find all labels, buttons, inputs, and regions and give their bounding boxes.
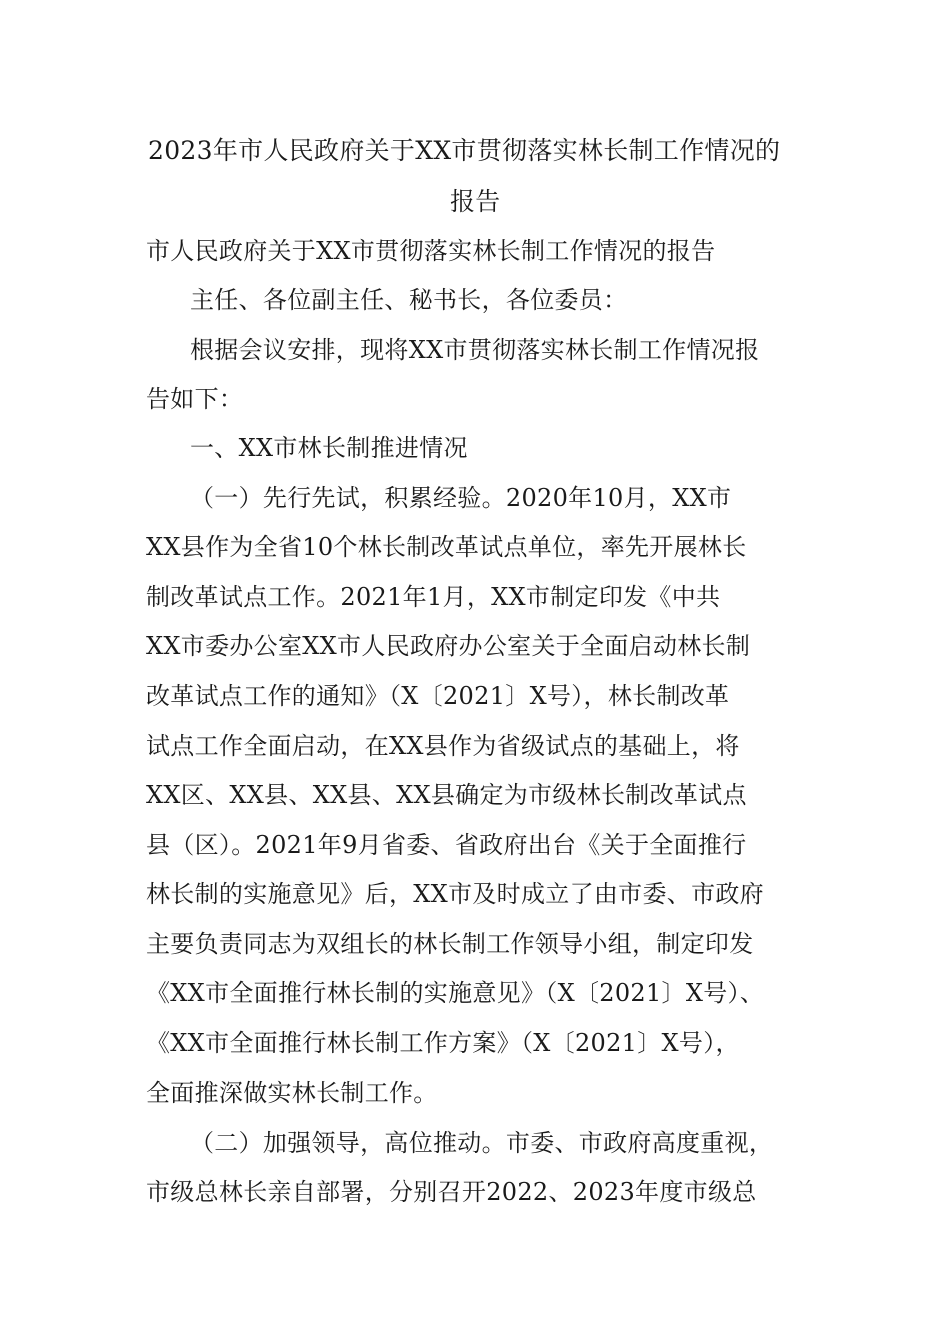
paragraph-2-line: 市级总林长亲自部署，分别召开2022、2023年度市级总	[146, 1178, 757, 1206]
paragraph-1-line: 县（区）。2021年9月省委、省政府出台《关于全面推行	[146, 831, 747, 859]
salutation: 主任、各位副主任、秘书长，各位委员：	[190, 286, 628, 314]
section-heading: 一、XX市林长制推进情况	[190, 434, 468, 462]
paragraph-1-line: 试点工作全面启动，在XX县作为省级试点的基础上，将	[146, 732, 740, 760]
paragraph-1-line: XX市委办公室XX市人民政府办公室关于全面启动林长制	[146, 632, 751, 660]
paragraph-1-line: 制改革试点工作。2021年1月，XX市制定印发《中共	[146, 583, 721, 611]
paragraph-1-line: 《XX市全面推行林长制的实施意见》（X〔2021〕X号）、	[146, 979, 765, 1007]
paragraph-1-line: 改革试点工作的通知》（X〔2021〕X号），林长制改革	[146, 682, 730, 710]
document-title-line-2: 报告	[450, 187, 501, 216]
paragraph-1-line: 主要负责同志为双组长的林长制工作领导小组，制定印发	[146, 930, 754, 958]
intro-line-2: 告如下：	[146, 385, 244, 413]
paragraph-1-line: 全面推深做实林长制工作。	[146, 1079, 438, 1107]
paragraph-1-line: XX区、XX县、XX县、XX县确定为市级林长制改革试点	[146, 781, 747, 809]
intro-line-1: 根据会议安排，现将XX市贯彻落实林长制工作情况报	[190, 336, 760, 364]
document-subtitle: 市人民政府关于XX市贯彻落实林长制工作情况的报告	[146, 237, 716, 265]
paragraph-1-line: 《XX市全面推行林长制工作方案》（X〔2021〕X号），	[146, 1029, 740, 1057]
paragraph-1-line: XX县作为全省10个林长制改革试点单位，率先开展林长	[146, 533, 747, 561]
paragraph-2-line: （二）加强领导，高位推动。市委、市政府高度重视，	[190, 1129, 774, 1157]
document-title-line-1: 2023年市人民政府关于XX市贯彻落实林长制工作情况的	[148, 136, 781, 165]
paragraph-1-line: 林长制的实施意见》后，XX市及时成立了由市委、市政府	[146, 880, 764, 908]
paragraph-1-line: （一）先行先试，积累经验。2020年10月，XX市	[190, 484, 732, 512]
